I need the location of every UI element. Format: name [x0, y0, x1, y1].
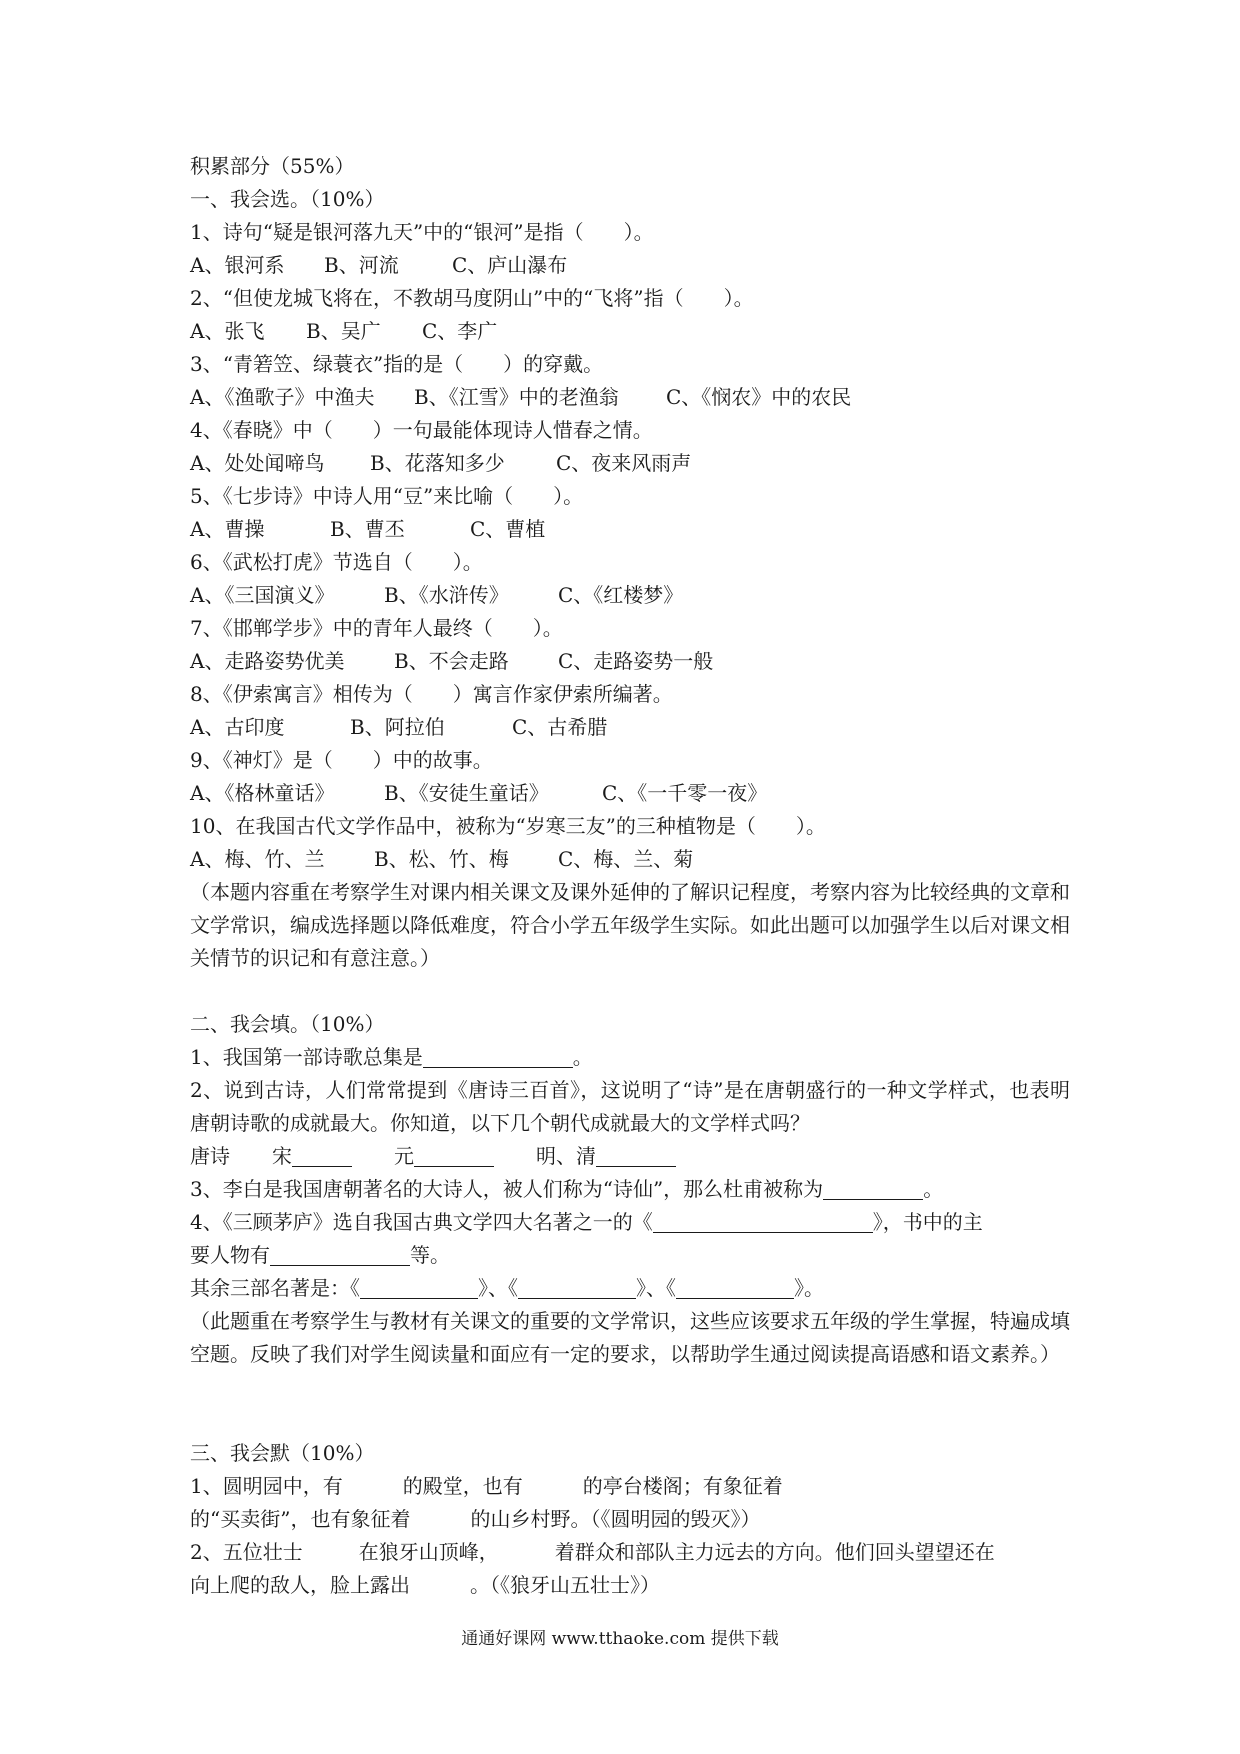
song-blank[interactable]	[292, 1144, 352, 1167]
fill-q1-text: 1、我国第一部诗歌总集是	[190, 1045, 423, 1069]
option-c: C、夜来风雨声	[556, 451, 692, 475]
recite-q2-text: 着群众和部队主力远去的方向。他们回头望望还在	[554, 1540, 995, 1564]
question-6-options	[190, 579, 1070, 612]
recite-question-2	[190, 1536, 1070, 1569]
question-9: 9、《神灯》是（ ）中的故事。	[190, 748, 493, 772]
fill-q4-line2-text: 要人物有	[190, 1243, 270, 1267]
option-c: C、走路姿势一般	[558, 649, 714, 673]
rest-end: 》。	[794, 1276, 824, 1300]
answer-blank[interactable]	[423, 1045, 573, 1068]
fill-q4-text: 4、《三顾茅庐》选自我国古典文学四大名著之一的《	[190, 1210, 653, 1234]
question-6: 6、《武松打虎》节选自（ ）。	[190, 550, 483, 574]
option-b: B、曹丕	[330, 517, 405, 541]
option-b: B、吴广	[306, 319, 381, 343]
recite-q2-text: 。（《狼牙山五壮士》）	[470, 1573, 660, 1597]
option-c: C、李广	[422, 319, 498, 343]
recite-q2-text: 在狼牙山顶峰，	[358, 1540, 499, 1564]
question-1: 1、诗句“疑是银河落九天”中的“银河”是指（ ）。	[190, 220, 654, 244]
fill-q3-end: 。	[923, 1177, 944, 1201]
option-b: B、《安徒生童话》	[384, 781, 549, 805]
fill-q4-tail: 》，书中的主	[872, 1210, 983, 1234]
section-title: 积累部分（55%）	[190, 154, 355, 178]
recite-q1-text: 的“买卖街”，也有象征着	[190, 1507, 411, 1531]
option-b: B、花落知多少	[370, 451, 505, 475]
option-a: A、《渔歌子》中渔夫	[190, 385, 375, 409]
question-5: 5、《七步诗》中诗人用“豆”来比喻（ ）。	[190, 484, 584, 508]
option-c: C、《一千零一夜》	[602, 781, 768, 805]
question-9-options	[190, 777, 1070, 810]
mingqing-blank[interactable]	[596, 1144, 676, 1167]
part2-heading: 二、我会填。（10%）	[190, 1012, 385, 1036]
option-b: B、阿拉伯	[350, 715, 445, 739]
question-3: 3、“青箬笠、绿蓑衣”指的是（ ）的穿戴。	[190, 352, 604, 376]
fill-q3-text: 3、李白是我国唐朝著名的大诗人，被人们称为“诗仙”，那么杜甫被称为	[190, 1177, 824, 1201]
question-10: 10、在我国古代文学作品中，被称为“岁寒三友”的三种植物是（ ）。	[190, 814, 826, 838]
separator: 》、《	[636, 1276, 676, 1300]
question-10-options	[190, 843, 1070, 876]
answer-blank[interactable]	[653, 1210, 873, 1233]
part1-heading: 一、我会选。（10%）	[190, 187, 385, 211]
question-8-options	[190, 711, 1070, 744]
option-c: C、《红楼梦》	[558, 583, 684, 607]
exam-page	[190, 150, 1070, 1602]
answer-blank[interactable]	[823, 1177, 923, 1200]
recite-q1-text: 的山乡村野。（《圆明园的毁灭》）	[470, 1507, 761, 1531]
question-2: 2、“但使龙城飞将在，不教胡马度阴山”中的“飞将”指（ ）。	[190, 286, 754, 310]
part2-note: （此题重在考察学生与教材有关课文的重要的文学常识，这些应该要求五年级的学生掌握，特遍成填空题。反映了我们对学生阅读量和面应有一定的要求，以帮助学生通过阅读提高语感和语文素养。）	[190, 1309, 1070, 1366]
fill-q4-line2-end: 等。	[410, 1243, 450, 1267]
option-c: C、曹植	[470, 517, 546, 541]
fill-question-4	[190, 1206, 1070, 1239]
rest-label: 其余三部名著是：《	[190, 1276, 360, 1300]
song-label: 宋	[272, 1144, 292, 1168]
option-a: A、走路姿势优美	[190, 649, 345, 673]
option-c: C、古希腊	[512, 715, 608, 739]
question-4: 4、《春晓》中（ ）一句最能体现诗人惜春之情。	[190, 418, 653, 442]
option-a: A、张飞	[190, 319, 265, 343]
option-b: B、《江雪》中的老渔翁	[414, 385, 619, 409]
answer-blank[interactable]	[360, 1276, 478, 1299]
question-7: 7、《邯郸学步》中的青年人最终（ ）。	[190, 616, 563, 640]
page-footer: 通通好课网 www.tthaoke.com 提供下载	[461, 1629, 779, 1649]
separator: 》、《	[478, 1276, 518, 1300]
tang-label: 唐诗	[190, 1144, 230, 1168]
option-b: B、河流	[324, 253, 399, 277]
question-3-options	[190, 381, 1070, 414]
option-a: A、银河系	[190, 253, 285, 277]
part1-note: （本题内容重在考察学生对课内相关课文及课外延伸的了解识记程度，考察内容为比较经典的文章和文学常识，编成选择题以降低难度，符合小学五年级学生实际。如此出题可以加强学生以后对课文相关情节的识记和有意注意。）	[190, 880, 1070, 970]
option-b: B、松、竹、梅	[374, 847, 509, 871]
option-a: A、《三国演义》	[190, 583, 335, 607]
question-7-options	[190, 645, 1070, 678]
question-8: 8、《伊索寓言》相传为（ ）寓言作家伊索所编著。	[190, 682, 673, 706]
recite-q1-text: 1、圆明园中，有	[190, 1474, 343, 1498]
option-c: C、《悯农》中的农民	[666, 385, 852, 409]
recite-q1-text: 的殿堂，也有	[402, 1474, 523, 1498]
option-b: B、《水浒传》	[384, 583, 509, 607]
recite-question-1-line2	[190, 1503, 1070, 1536]
part3-heading: 三、我会默（10%）	[190, 1441, 375, 1465]
fill-question-4-rest	[190, 1272, 1070, 1305]
question-1-options	[190, 249, 1070, 282]
answer-blank[interactable]	[270, 1243, 410, 1266]
question-2-options	[190, 315, 1070, 348]
question-5-options	[190, 513, 1070, 546]
option-a: A、处处闻啼鸟	[190, 451, 325, 475]
option-b: B、不会走路	[394, 649, 509, 673]
option-c: C、梅、兰、菊	[558, 847, 694, 871]
yuan-blank[interactable]	[414, 1144, 494, 1167]
recite-q1-text: 的亭台楼阁；有象征着	[582, 1474, 783, 1498]
yuan-label: 元	[394, 1144, 414, 1168]
mingqing-label: 明、清	[536, 1144, 596, 1168]
recite-question-1	[190, 1470, 1070, 1503]
option-a: A、梅、竹、兰	[190, 847, 325, 871]
fill-question-3	[190, 1173, 1070, 1206]
fill-question-2: 2、说到古诗，人们常常提到《唐诗三百首》，这说明了“诗”是在唐朝盛行的一种文学样式，也表明唐朝诗歌的成就最大。你知道，以下几个朝代成就最大的文学样式吗？	[190, 1078, 1070, 1135]
option-c: C、庐山瀑布	[452, 253, 568, 277]
option-a: A、《格林童话》	[190, 781, 335, 805]
answer-blank[interactable]	[518, 1276, 636, 1299]
fill-question-4-line2	[190, 1239, 1070, 1272]
fill-question-1	[190, 1041, 1070, 1074]
recite-q2-text: 2、五位壮士	[190, 1540, 303, 1564]
question-4-options	[190, 447, 1070, 480]
fill-question-2-blanks	[190, 1140, 1070, 1173]
fill-q1-end: 。	[572, 1045, 593, 1069]
option-a: A、曹操	[190, 517, 265, 541]
recite-q2-text: 向上爬的敌人，脸上露出	[190, 1573, 410, 1597]
recite-question-2-line2	[190, 1569, 1070, 1602]
option-a: A、古印度	[190, 715, 285, 739]
answer-blank[interactable]	[676, 1276, 794, 1299]
